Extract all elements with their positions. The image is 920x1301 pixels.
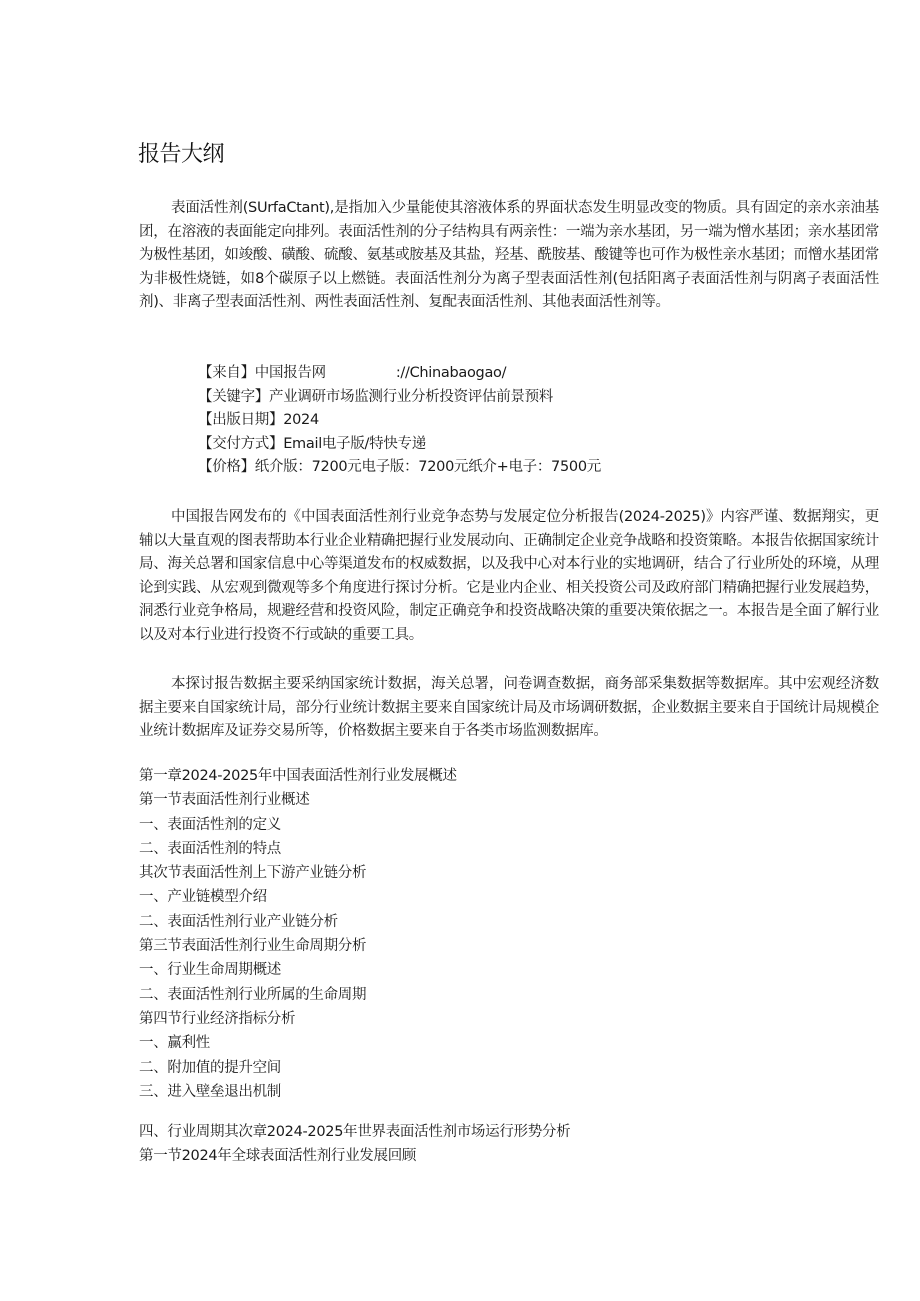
meta-source-url: ://Chinabaogao/: [395, 365, 507, 381]
meta-publish-date: 【出版日期】2024: [198, 412, 319, 429]
toc-entry: 第一节2024年全球表面活性剂行业发展回顾: [139, 1148, 417, 1165]
toc-entry: 一、产业链模型介绍: [139, 889, 267, 906]
report-description-paragraph: 中国报告网发布的《中国表面活性剂行业竞争态势与发展定位分析报告(2024-2025)》内容严谨、数据翔实，更辅以大量直观的图表帮助本行业企业精确把握行业发展动向、正确制定企业竞争战略和投资策略。本报告依据国家统计局、海关总署和国家信息中心等渠道发布的权威数据，以及我中心对本行业的实地调研，结合了行业所处的环境，从理论到实践、从宏观到微观等多个角度进行探讨分析。它是业内企业、相关投资公司及政府部门精确把握行业发展趋势，洞悉行业竞争格局，规避经营和投资风险，制定正确竞争和投资战略决策的重要决策依据之一。本报告是全面了解行业以及对本行业进行投资不行或缺的重要工具。: [139, 509, 879, 643]
toc-entry: 其次节表面活性剂上下游产业链分析: [139, 865, 367, 882]
toc-entry: 第一节表面活性剂行业概述: [139, 792, 310, 809]
meta-source: [198, 362, 601, 386]
intro-paragraph: 表面活性剂(SUrfaCtant),是指加入少量能使其溶液体系的界面状态发生明显改变的物质。具有固定的亲水亲油基团，在溶液的表面能定向排列。表面活性剂的分子结构具有两亲性：一端为亲水基团，另一端为憎水基团；亲水基团常为极性基团，如竣酸、磺酸、硫酸、氨基或胺基及其盐，羟基、酰胺基、酸键等也可作为极性亲水基团；而憎水基团常为非极性烧链，如8个碳原子以上燃链。表面活性剂分为离子型表面活性剂(包括阳离子表面活性剂与阴离子表面活性剂)、非离子型表面活性剂、两性表面活性剂、复配表面活性剂、其他表面活性剂等。: [139, 200, 879, 310]
toc-entry: 一、赢利性: [139, 1035, 210, 1052]
toc-entry: 第三节表面活性剂行业生命周期分析: [139, 938, 367, 955]
data-source-paragraph: 本探讨报告数据主要采纳国家统计数据，海关总署，问卷调查数据，商务部采集数据等数据库。其中宏观经济数据主要来自国家统计局，部分行业统计数据主要来自国家统计局及市场调研数据，企业数据主要来自于国统计局规模企业统计数据库及证券交易所等，价格数据主要来自于各类市场监测数据库。: [139, 676, 879, 739]
toc-entry: 第一章2024-2025年中国表面活性剂行业发展概述: [139, 768, 457, 784]
toc-entry: 一、行业生命周期概述: [139, 962, 281, 979]
report-meta-block: [198, 362, 601, 480]
table-of-contents-part1: [139, 764, 457, 1104]
toc-entry: 二、表面活性剂行业所属的生命周期: [139, 986, 367, 1003]
meta-delivery: 【交付方式】Email电子版/特快专递: [198, 435, 426, 452]
meta-keywords: 【关键字】产业调研市场监测行业分析投资评估前景预料: [198, 388, 553, 405]
toc-entry: 二、表面活性剂行业产业链分析: [139, 913, 338, 930]
meta-source-label: 【来自】中国报告网: [198, 365, 326, 381]
toc-entry: 第四节行业经济指标分析: [139, 1010, 296, 1027]
toc-entry: 一、表面活性剂的定义: [139, 816, 281, 833]
meta-price: 【价格】纸介版：7200元电子版：7200元纸介+电子：7500元: [198, 459, 601, 476]
toc-entry: 四、行业周期其次章2024-2025年世界表面活性剂市场运行形势分析: [139, 1124, 571, 1140]
toc-entry: 二、附加值的提升空间: [139, 1059, 281, 1076]
document-title: 报告大纲: [138, 142, 225, 167]
toc-entry: 二、表面活性剂的特点: [139, 840, 281, 857]
table-of-contents-part2: [139, 1120, 570, 1169]
toc-entry: 三、进入壁垒退出机制: [139, 1083, 281, 1100]
